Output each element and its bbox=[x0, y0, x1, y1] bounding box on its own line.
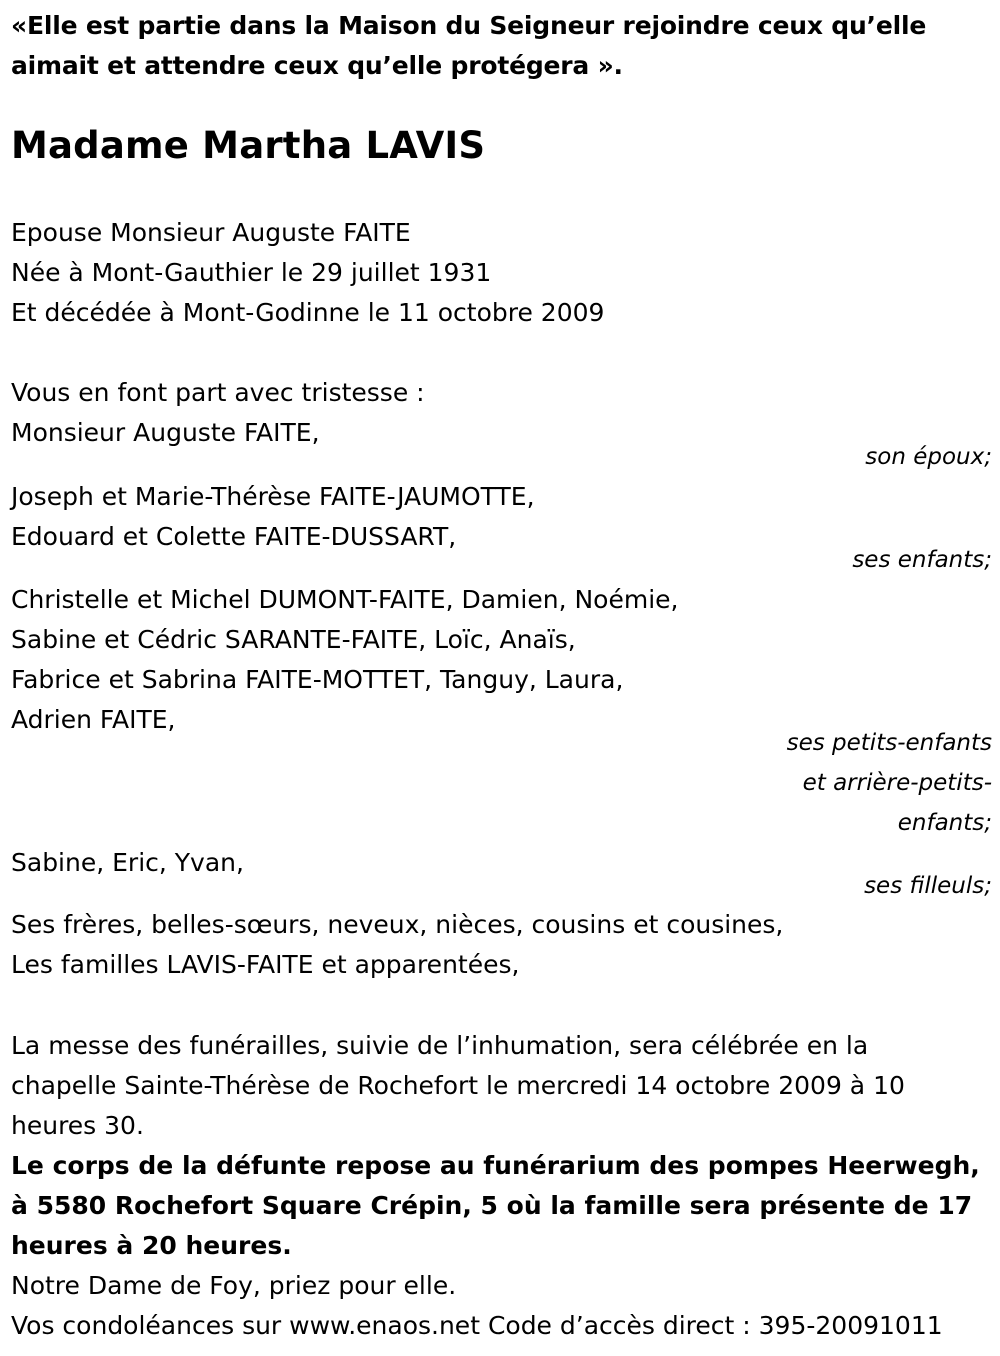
death-line: Et décédée à Mont-Godinne le 11 octobre 2009 bbox=[11, 298, 605, 327]
family-name-line: Christelle et Michel DUMONT-FAITE, Damien, Noémie, bbox=[11, 585, 679, 614]
condolences-line: Vos condoléances sur www.enaos.net Code d’accès direct : 395-20091011 bbox=[11, 1311, 943, 1340]
funerarium-line: Le corps de la défunte repose au funérarium des pompes Heerwegh, bbox=[11, 1151, 980, 1180]
identity-block bbox=[11, 213, 992, 333]
grandchildren-block bbox=[11, 580, 992, 740]
relation-grandchildren bbox=[787, 723, 992, 843]
closing-block bbox=[11, 1266, 992, 1346]
mass-line: heures 30. bbox=[11, 1111, 144, 1140]
funerarium-paragraph bbox=[11, 1146, 992, 1266]
birth-line: Née à Mont-Gauthier le 29 juillet 1931 bbox=[11, 258, 492, 287]
relation-line: enfants; bbox=[897, 810, 992, 836]
family-name-line: Sabine et Cédric SARANTE-FAITE, Loïc, Anaïs, bbox=[11, 625, 576, 654]
mass-line: La messe des funérailles, suivie de l’inhumation, sera célébrée en la bbox=[11, 1031, 869, 1060]
family-name-line: Adrien FAITE, bbox=[11, 705, 176, 734]
relation-children: ses enfants; bbox=[852, 547, 992, 573]
godchildren-block bbox=[11, 843, 992, 883]
relation-line: ses petits-enfants bbox=[786, 730, 992, 756]
relation-godchildren: ses filleuls; bbox=[864, 873, 992, 899]
funerarium-line: à 5580 Rochefort Square Crépin, 5 où la famille sera présente de 17 bbox=[11, 1191, 973, 1220]
family-name-line: Sabine, Eric, Yvan, bbox=[11, 848, 244, 877]
family-name-line: Joseph et Marie-Thérèse FAITE-JAUMOTTE, bbox=[11, 482, 535, 511]
family-name-line: Ses frères, belles-sœurs, neveux, nièces, cousins et cousines, bbox=[11, 910, 784, 939]
children-block bbox=[11, 477, 992, 557]
opening-quote: «Elle est partie dans la Maison du Seigneur rejoindre ceux qu’elle aimait et attendre ceux qu’elle protégera ». bbox=[11, 11, 927, 80]
family-name-line: Les familles LAVIS-FAITE et apparentées, bbox=[11, 950, 520, 979]
mass-line: chapelle Sainte-Thérèse de Rochefort le mercredi 14 octobre 2009 à 10 bbox=[11, 1071, 905, 1100]
family-name-line: Monsieur Auguste FAITE, bbox=[11, 418, 320, 447]
relation-spouse: son époux; bbox=[865, 444, 992, 470]
announce-line: Vous en font part avec tristesse : bbox=[11, 378, 425, 407]
funerarium-line: heures à 20 heures. bbox=[11, 1231, 292, 1260]
relation-line: et arrière-petits- bbox=[802, 770, 992, 796]
family-name-line: Edouard et Colette FAITE-DUSSART, bbox=[11, 522, 457, 551]
others-block bbox=[11, 905, 992, 985]
deceased-name-title: Madame Martha LAVIS bbox=[11, 124, 486, 167]
prayer-line: Notre Dame de Foy, priez pour elle. bbox=[11, 1271, 457, 1300]
family-name-line: Fabrice et Sabrina FAITE-MOTTET, Tanguy, Laura, bbox=[11, 665, 624, 694]
funeral-mass-paragraph bbox=[11, 1026, 992, 1146]
announce-block bbox=[11, 373, 992, 453]
spouse-line: Epouse Monsieur Auguste FAITE bbox=[11, 218, 411, 247]
